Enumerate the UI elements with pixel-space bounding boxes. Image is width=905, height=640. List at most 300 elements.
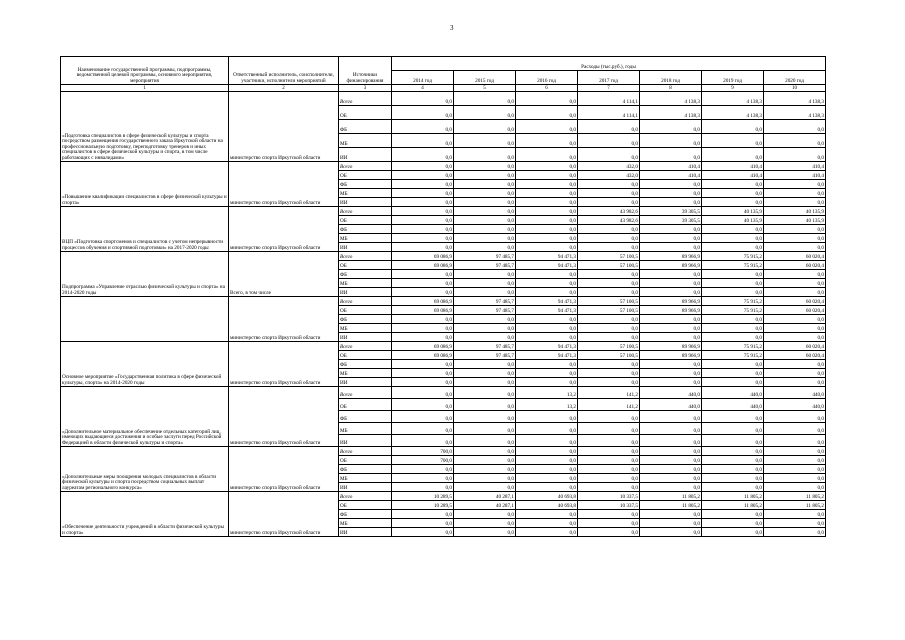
- amount-cell: 0,0: [454, 369, 516, 378]
- amount-cell: 0,0: [454, 148, 516, 162]
- amount-cell: 75 915,2: [702, 261, 764, 270]
- amount-cell: 89 966,9: [640, 252, 702, 261]
- funding-source: ИИ: [339, 243, 392, 252]
- amount-cell: 0,0: [578, 378, 640, 387]
- amount-cell: 0,0: [640, 519, 702, 528]
- amount-cell: 0,0: [516, 243, 578, 252]
- amount-cell: 700,0: [392, 447, 454, 456]
- amount-cell: 432,0: [578, 162, 640, 171]
- amount-cell: 0,0: [702, 483, 764, 492]
- amount-cell: 0,0: [640, 360, 702, 369]
- amount-cell: 0,0: [454, 92, 516, 106]
- amount-cell: 0,0: [454, 510, 516, 519]
- row-title: «Дополнительные меры поощрения молодых специалистов в области физической культуры и спорта посредством социальных выплат лауреатам регионального конкурса»: [61, 447, 229, 492]
- funding-source: МБ: [339, 324, 392, 333]
- header-year: 2019 год: [702, 71, 764, 85]
- funding-source: ИИ: [339, 435, 392, 447]
- header-name: Наименование государственной программы, подпрограммы, ведомственной целевой программы, основного мероприятия, мероприятия: [61, 57, 229, 85]
- amount-cell: 440,0: [640, 387, 702, 399]
- header-year: 2014 год: [392, 71, 454, 85]
- amount-cell: 0,0: [702, 243, 764, 252]
- amount-cell: 60 020,4: [764, 306, 826, 315]
- amount-cell: 0,0: [578, 279, 640, 288]
- funding-source: ИИ: [339, 528, 392, 537]
- row-responsible: министерство спорта Иркутской области: [229, 207, 339, 252]
- amount-cell: 0,0: [578, 234, 640, 243]
- amount-cell: 75 915,2: [702, 297, 764, 306]
- amount-cell: 410,4: [764, 171, 826, 180]
- amount-cell: 39 305,5: [640, 216, 702, 225]
- amount-cell: 0,0: [392, 279, 454, 288]
- amount-cell: 94 471,3: [516, 351, 578, 360]
- amount-cell: 0,0: [516, 435, 578, 447]
- amount-cell: 0,0: [640, 189, 702, 198]
- amount-cell: 0,0: [516, 148, 578, 162]
- funding-source: Всего: [339, 492, 392, 501]
- amount-cell: 0,0: [392, 465, 454, 474]
- amount-cell: 0,0: [640, 447, 702, 456]
- amount-cell: 0,0: [516, 207, 578, 216]
- amount-cell: 0,0: [454, 162, 516, 171]
- amount-cell: 75 915,2: [702, 306, 764, 315]
- column-index: 3: [339, 85, 392, 92]
- amount-cell: 94 471,3: [516, 261, 578, 270]
- amount-cell: 0,0: [454, 528, 516, 537]
- header-source: Источники финансирования: [339, 57, 392, 85]
- amount-cell: 0,0: [516, 225, 578, 234]
- amount-cell: 0,0: [392, 528, 454, 537]
- amount-cell: 0,0: [392, 288, 454, 297]
- amount-cell: 0,0: [516, 519, 578, 528]
- amount-cell: 0,0: [764, 315, 826, 324]
- funding-source: ИИ: [339, 378, 392, 387]
- funding-source: МБ: [339, 189, 392, 198]
- amount-cell: 97 485,7: [454, 306, 516, 315]
- amount-cell: 57 100,5: [578, 306, 640, 315]
- amount-cell: 0,0: [764, 423, 826, 435]
- amount-cell: 89 966,9: [640, 306, 702, 315]
- amount-cell: 40 287,1: [454, 501, 516, 510]
- funding-source: МБ: [339, 369, 392, 378]
- amount-cell: 0,0: [578, 148, 640, 162]
- funding-source: ОБ: [339, 261, 392, 270]
- amount-cell: 0,0: [764, 528, 826, 537]
- amount-cell: 0,0: [764, 483, 826, 492]
- amount-cell: 40 135,9: [764, 216, 826, 225]
- amount-cell: 0,0: [578, 198, 640, 207]
- amount-cell: 0,0: [454, 279, 516, 288]
- amount-cell: 69 086,9: [392, 351, 454, 360]
- amount-cell: 69 086,9: [392, 297, 454, 306]
- amount-cell: 0,0: [578, 288, 640, 297]
- funding-source: Всего: [339, 297, 392, 306]
- amount-cell: 0,0: [392, 423, 454, 435]
- amount-cell: 0,0: [640, 198, 702, 207]
- amount-cell: 700,0: [392, 456, 454, 465]
- amount-cell: 0,0: [392, 234, 454, 243]
- amount-cell: 43 982,6: [578, 207, 640, 216]
- amount-cell: 89 966,9: [640, 342, 702, 351]
- amount-cell: 4 138,3: [764, 106, 826, 120]
- amount-cell: 0,0: [702, 189, 764, 198]
- amount-cell: 0,0: [640, 435, 702, 447]
- amount-cell: 0,0: [764, 435, 826, 447]
- funding-source: ФБ: [339, 411, 392, 423]
- amount-cell: 0,0: [640, 411, 702, 423]
- amount-cell: 440,0: [764, 387, 826, 399]
- funding-source: Всего: [339, 387, 392, 399]
- amount-cell: 0,0: [764, 333, 826, 342]
- amount-cell: 11 805,2: [640, 501, 702, 510]
- amount-cell: 0,0: [454, 216, 516, 225]
- amount-cell: 0,0: [454, 134, 516, 148]
- amount-cell: 69 086,9: [392, 306, 454, 315]
- funding-source: ИИ: [339, 198, 392, 207]
- header-year: 2017 год: [578, 71, 640, 85]
- amount-cell: 0,0: [392, 148, 454, 162]
- row-responsible: министерство спорта Иркутской области: [229, 297, 339, 342]
- amount-cell: 10 289,5: [392, 492, 454, 501]
- amount-cell: 0,0: [516, 510, 578, 519]
- amount-cell: 0,0: [578, 225, 640, 234]
- amount-cell: 13,2: [516, 399, 578, 411]
- table-row: [61, 252, 826, 261]
- amount-cell: 40 135,9: [764, 207, 826, 216]
- amount-cell: 0,0: [578, 519, 640, 528]
- amount-cell: 0,0: [764, 510, 826, 519]
- amount-cell: 0,0: [392, 411, 454, 423]
- amount-cell: 0,0: [454, 171, 516, 180]
- amount-cell: 11 805,2: [764, 492, 826, 501]
- amount-cell: 0,0: [516, 465, 578, 474]
- amount-cell: 0,0: [516, 483, 578, 492]
- amount-cell: 60 020,4: [764, 351, 826, 360]
- table-row: [61, 207, 826, 216]
- column-index: 5: [454, 85, 516, 92]
- funding-source: ОБ: [339, 106, 392, 120]
- amount-cell: 0,0: [392, 216, 454, 225]
- amount-cell: 0,0: [516, 171, 578, 180]
- table-row: [61, 492, 826, 501]
- amount-cell: 0,0: [578, 435, 640, 447]
- amount-cell: 4 114,1: [578, 106, 640, 120]
- amount-cell: 0,0: [640, 279, 702, 288]
- table-row: [61, 162, 826, 171]
- amount-cell: 0,0: [640, 120, 702, 134]
- amount-cell: 40 135,9: [702, 216, 764, 225]
- amount-cell: 0,0: [702, 369, 764, 378]
- amount-cell: 0,0: [516, 162, 578, 171]
- amount-cell: 0,0: [578, 360, 640, 369]
- page-number: 3: [450, 24, 454, 32]
- amount-cell: 0,0: [640, 324, 702, 333]
- amount-cell: 0,0: [702, 279, 764, 288]
- amount-cell: 0,0: [578, 134, 640, 148]
- amount-cell: 97 485,7: [454, 297, 516, 306]
- amount-cell: 0,0: [702, 474, 764, 483]
- table-body: [61, 92, 826, 537]
- amount-cell: 0,0: [702, 120, 764, 134]
- funding-source: ФБ: [339, 360, 392, 369]
- amount-cell: 0,0: [640, 474, 702, 483]
- amount-cell: 75 915,2: [702, 252, 764, 261]
- amount-cell: 0,0: [454, 234, 516, 243]
- amount-cell: 97 485,7: [454, 342, 516, 351]
- amount-cell: 13,2: [516, 387, 578, 399]
- amount-cell: 0,0: [764, 411, 826, 423]
- funding-source: ФБ: [339, 270, 392, 279]
- amount-cell: 0,0: [516, 120, 578, 134]
- funding-source: МБ: [339, 234, 392, 243]
- amount-cell: 0,0: [640, 134, 702, 148]
- amount-cell: 0,0: [454, 315, 516, 324]
- amount-cell: 60 020,4: [764, 252, 826, 261]
- funding-source: ОБ: [339, 399, 392, 411]
- amount-cell: 440,0: [702, 387, 764, 399]
- row-title: «Дополнительное материальное обеспечение отдельных категорий лиц, имеющих выдающиеся достижения и особые заслуги перед Российской Федерацией в области физической культуры и спорта»: [61, 387, 229, 447]
- amount-cell: 0,0: [454, 456, 516, 465]
- amount-cell: 0,0: [454, 207, 516, 216]
- funding-source: МБ: [339, 279, 392, 288]
- amount-cell: 0,0: [454, 399, 516, 411]
- amount-cell: 60 020,4: [764, 261, 826, 270]
- amount-cell: 0,0: [392, 207, 454, 216]
- amount-cell: 0,0: [454, 465, 516, 474]
- amount-cell: 0,0: [702, 180, 764, 189]
- amount-cell: 69 086,9: [392, 342, 454, 351]
- amount-cell: 0,0: [516, 528, 578, 537]
- amount-cell: 75 915,2: [702, 351, 764, 360]
- row-title: Основное мероприятие «Государственная политика в сфере физической культуры, спорта» на 2014-2020 годы: [61, 342, 229, 387]
- funding-source: ФБ: [339, 510, 392, 519]
- amount-cell: 0,0: [764, 270, 826, 279]
- table-row: [61, 92, 826, 106]
- amount-cell: 410,4: [640, 162, 702, 171]
- amount-cell: 0,0: [516, 134, 578, 148]
- amount-cell: 0,0: [392, 92, 454, 106]
- amount-cell: 410,4: [702, 171, 764, 180]
- amount-cell: 0,0: [516, 456, 578, 465]
- amount-cell: 0,0: [392, 270, 454, 279]
- amount-cell: 0,0: [764, 456, 826, 465]
- amount-cell: 0,0: [578, 243, 640, 252]
- amount-cell: 0,0: [392, 162, 454, 171]
- amount-cell: 0,0: [640, 456, 702, 465]
- amount-cell: 0,0: [578, 483, 640, 492]
- amount-cell: 0,0: [454, 519, 516, 528]
- amount-cell: 0,0: [702, 519, 764, 528]
- amount-cell: 0,0: [516, 411, 578, 423]
- amount-cell: 0,0: [516, 333, 578, 342]
- amount-cell: 0,0: [392, 134, 454, 148]
- amount-cell: 4 138,3: [702, 106, 764, 120]
- funding-source: ФБ: [339, 120, 392, 134]
- amount-cell: 43 982,6: [578, 216, 640, 225]
- row-title: «Подготовка специалистов в сфере физической культуры и спорта посредством размещения государственного заказа Иркутской области на профессиональную подготовку, переподготовку тренеров и иных специалистов в сфере физической культуры и спорта, в том числе работающих с инвалидами»: [61, 92, 229, 162]
- funding-source: ОБ: [339, 351, 392, 360]
- amount-cell: 0,0: [516, 369, 578, 378]
- funding-source: Всего: [339, 207, 392, 216]
- amount-cell: 0,0: [578, 120, 640, 134]
- amount-cell: 0,0: [764, 148, 826, 162]
- amount-cell: 0,0: [454, 189, 516, 198]
- amount-cell: 0,0: [392, 369, 454, 378]
- row-responsible: министерство спорта Иркутской области: [229, 342, 339, 387]
- header-year: 2015 год: [454, 71, 516, 85]
- amount-cell: 0,0: [516, 360, 578, 369]
- amount-cell: 0,0: [392, 387, 454, 399]
- column-index: 4: [392, 85, 454, 92]
- funding-source: Всего: [339, 447, 392, 456]
- amount-cell: 0,0: [578, 411, 640, 423]
- amount-cell: 40 693,8: [516, 492, 578, 501]
- amount-cell: 0,0: [392, 243, 454, 252]
- amount-cell: 0,0: [640, 315, 702, 324]
- amount-cell: 0,0: [702, 447, 764, 456]
- amount-cell: 0,0: [640, 510, 702, 519]
- funding-source: ФБ: [339, 180, 392, 189]
- amount-cell: 10 337,5: [578, 492, 640, 501]
- funding-source: МБ: [339, 519, 392, 528]
- amount-cell: 0,0: [764, 378, 826, 387]
- amount-cell: 0,0: [454, 288, 516, 297]
- amount-cell: 0,0: [702, 134, 764, 148]
- amount-cell: 94 471,3: [516, 342, 578, 351]
- amount-cell: 0,0: [454, 324, 516, 333]
- amount-cell: 0,0: [578, 528, 640, 537]
- amount-cell: 0,0: [516, 189, 578, 198]
- table-row: [61, 342, 826, 351]
- amount-cell: 0,0: [392, 483, 454, 492]
- amount-cell: 0,0: [702, 234, 764, 243]
- amount-cell: 0,0: [640, 180, 702, 189]
- column-index: 6: [516, 85, 578, 92]
- amount-cell: 97 485,7: [454, 252, 516, 261]
- amount-cell: 0,0: [578, 324, 640, 333]
- amount-cell: 410,4: [702, 162, 764, 171]
- amount-cell: 0,0: [640, 234, 702, 243]
- amount-cell: 57 100,5: [578, 297, 640, 306]
- funding-source: Всего: [339, 252, 392, 261]
- amount-cell: 0,0: [516, 198, 578, 207]
- row-responsible: министерство спорта Иркутской области: [229, 492, 339, 537]
- amount-cell: 0,0: [454, 483, 516, 492]
- column-index: 1: [61, 85, 229, 92]
- funding-source: ОБ: [339, 501, 392, 510]
- amount-cell: 0,0: [454, 435, 516, 447]
- amount-cell: 0,0: [764, 180, 826, 189]
- amount-cell: 0,0: [640, 378, 702, 387]
- amount-cell: 0,0: [640, 333, 702, 342]
- amount-cell: 0,0: [392, 189, 454, 198]
- amount-cell: 0,0: [578, 369, 640, 378]
- amount-cell: 0,0: [516, 378, 578, 387]
- amount-cell: 0,0: [392, 171, 454, 180]
- amount-cell: 0,0: [516, 106, 578, 120]
- row-responsible: министерство спорта Иркутской области: [229, 447, 339, 492]
- amount-cell: 11 805,2: [702, 501, 764, 510]
- amount-cell: 0,0: [578, 456, 640, 465]
- budget-table: [60, 56, 826, 537]
- amount-cell: 60 020,4: [764, 297, 826, 306]
- row-title: Подпрограмма «Управление отраслью физической культуры и спорта» на 2014-2020 годы: [61, 252, 229, 297]
- funding-source: МБ: [339, 423, 392, 435]
- amount-cell: 0,0: [454, 360, 516, 369]
- funding-source: ИИ: [339, 288, 392, 297]
- table-row: [61, 447, 826, 456]
- amount-cell: 89 966,9: [640, 351, 702, 360]
- amount-cell: 4 138,3: [640, 92, 702, 106]
- amount-cell: 94 471,3: [516, 252, 578, 261]
- amount-cell: 0,0: [516, 423, 578, 435]
- amount-cell: 0,0: [578, 474, 640, 483]
- amount-cell: 0,0: [702, 324, 764, 333]
- amount-cell: 0,0: [764, 519, 826, 528]
- amount-cell: 0,0: [454, 106, 516, 120]
- funding-source: ФБ: [339, 465, 392, 474]
- amount-cell: 0,0: [516, 315, 578, 324]
- amount-cell: 0,0: [764, 225, 826, 234]
- amount-cell: 94 471,3: [516, 306, 578, 315]
- amount-cell: 0,0: [578, 189, 640, 198]
- row-responsible: министерство спорта Иркутской области: [229, 92, 339, 162]
- amount-cell: 0,0: [578, 423, 640, 435]
- column-index: 2: [229, 85, 339, 92]
- amount-cell: 0,0: [764, 279, 826, 288]
- amount-cell: 0,0: [764, 360, 826, 369]
- amount-cell: 57 100,5: [578, 252, 640, 261]
- amount-cell: 0,0: [454, 243, 516, 252]
- row-responsible: Всего, в том числе: [229, 252, 339, 297]
- header-year: 2016 год: [516, 71, 578, 85]
- amount-cell: 0,0: [702, 225, 764, 234]
- table-row: [61, 387, 826, 399]
- amount-cell: 40 135,9: [702, 207, 764, 216]
- amount-cell: 0,0: [392, 519, 454, 528]
- amount-cell: 410,4: [640, 171, 702, 180]
- amount-cell: 0,0: [516, 92, 578, 106]
- funding-source: ОБ: [339, 171, 392, 180]
- amount-cell: 432,0: [578, 171, 640, 180]
- amount-cell: 0,0: [454, 333, 516, 342]
- funding-source: ФБ: [339, 315, 392, 324]
- amount-cell: 0,0: [392, 106, 454, 120]
- amount-cell: 0,0: [516, 324, 578, 333]
- amount-cell: 57 100,5: [578, 351, 640, 360]
- amount-cell: 0,0: [392, 324, 454, 333]
- funding-source: ФБ: [339, 225, 392, 234]
- amount-cell: 0,0: [640, 148, 702, 162]
- amount-cell: 0,0: [702, 528, 764, 537]
- amount-cell: 0,0: [578, 333, 640, 342]
- amount-cell: 0,0: [764, 120, 826, 134]
- column-index: 7: [578, 85, 640, 92]
- amount-cell: 0,0: [516, 447, 578, 456]
- amount-cell: 0,0: [702, 465, 764, 474]
- amount-cell: 89 966,9: [640, 297, 702, 306]
- amount-cell: 0,0: [454, 423, 516, 435]
- amount-cell: 0,0: [578, 465, 640, 474]
- amount-cell: 0,0: [454, 180, 516, 189]
- amount-cell: 0,0: [454, 378, 516, 387]
- amount-cell: 0,0: [392, 399, 454, 411]
- amount-cell: 0,0: [578, 180, 640, 189]
- amount-cell: 10 337,5: [578, 501, 640, 510]
- row-title: [61, 297, 229, 342]
- amount-cell: 0,0: [764, 324, 826, 333]
- amount-cell: 0,0: [516, 234, 578, 243]
- amount-cell: 69 086,9: [392, 261, 454, 270]
